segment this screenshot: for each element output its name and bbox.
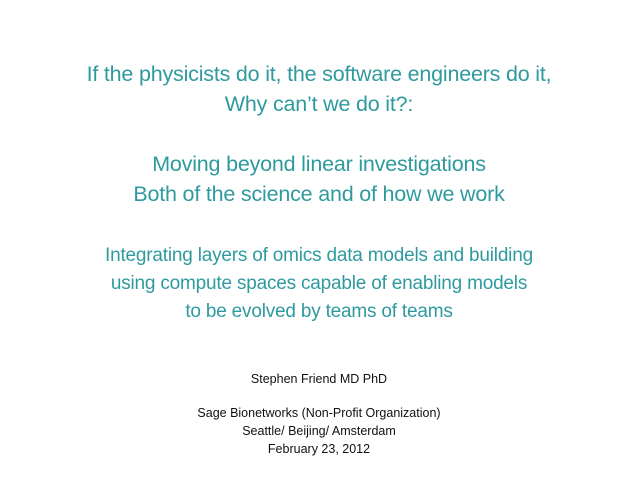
affiliation-organization: Sage Bionetworks (Non-Profit Organization) xyxy=(197,406,441,420)
body-line-1: Integrating layers of omics data models and building xyxy=(105,245,533,266)
title-line-2: Why can’t we do it?: xyxy=(224,92,414,116)
subtitle-line-2: Both of the science and of how we work xyxy=(133,182,505,206)
affiliation-locations: Seattle/ Beijing/ Amsterdam xyxy=(242,424,396,438)
presenter-name: Stephen Friend MD PhD xyxy=(250,372,388,386)
title-line-1: If the physicists do it, the software engineers do it, xyxy=(86,62,552,86)
body-line-3: to be evolved by teams of teams xyxy=(185,301,453,322)
body-line-2: using compute spaces capable of enabling models xyxy=(110,273,528,294)
subtitle-line-1: Moving beyond linear investigations xyxy=(152,152,486,176)
presentation-date: February 23, 2012 xyxy=(267,442,371,456)
